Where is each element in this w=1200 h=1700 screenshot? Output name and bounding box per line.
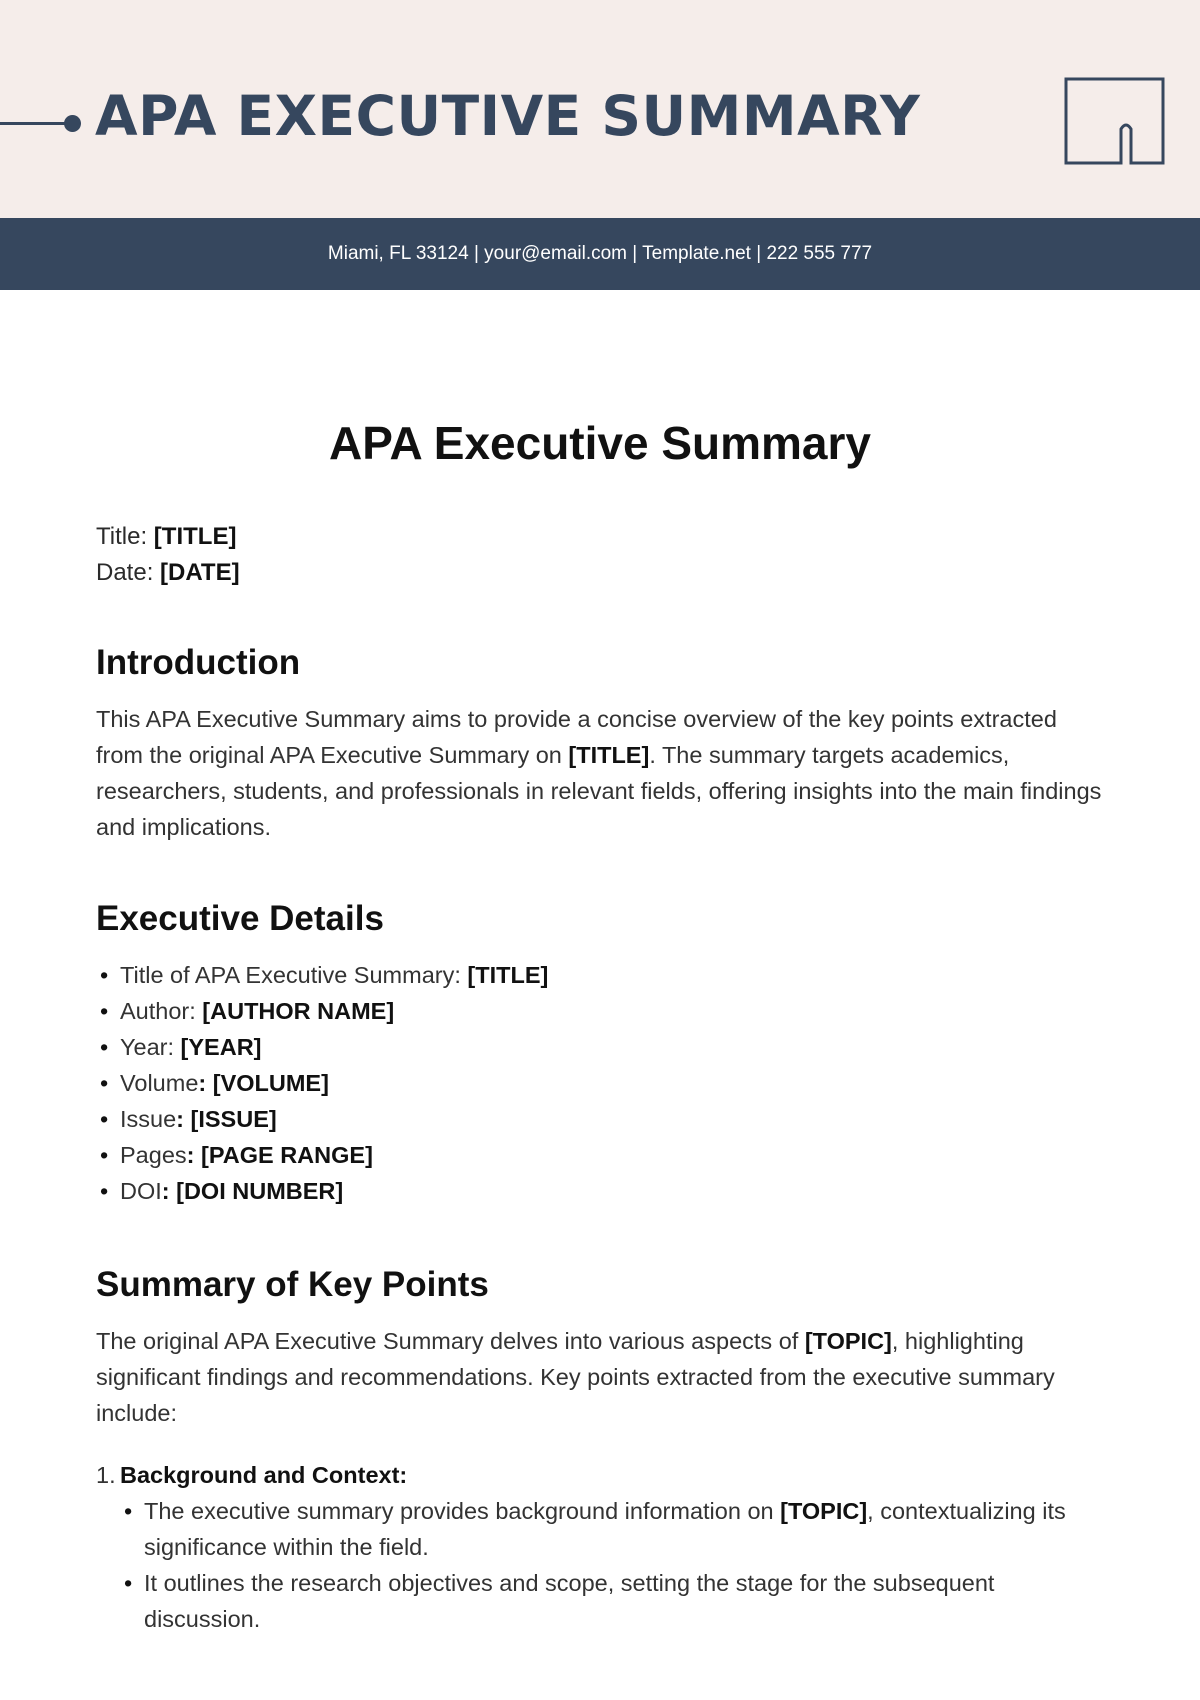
introduction-text-1: This APA Executive Summary aims to provide a concise overview of the key points extracted from the original APA Executive Summary on: [96, 706, 1057, 768]
meta-date-value: [DATE]: [160, 559, 240, 586]
introduction-heading: Introduction: [96, 643, 301, 682]
list-item: [120, 1493, 1106, 1565]
detail-label: Pages: [120, 1142, 187, 1168]
detail-label: Issue: [120, 1106, 177, 1132]
summary-text-1: The original APA Executive Summary delves into various aspects of: [96, 1328, 805, 1354]
list-item: [96, 1173, 1106, 1209]
detail-value: [YEAR]: [180, 1034, 262, 1060]
introduction-text-bold: [TITLE]: [568, 742, 650, 768]
detail-label: Volume: [120, 1070, 199, 1096]
summary-text-2: , highlighting significant findings and recommendations. Key points extracted from the executive summary include:: [96, 1328, 1055, 1426]
meta-title-label: Title:: [96, 523, 154, 550]
list-item: [96, 993, 1106, 1029]
document-meta: [96, 519, 1106, 591]
key-point-bullets: [120, 1493, 1106, 1637]
introduction-text-2: . The summary targets academics, researchers, students, and professionals in relevant fields, offering insights into the main findings and implications.: [96, 742, 1102, 840]
detail-value: [TITLE]: [467, 962, 549, 988]
bullet-text: , contextualizing its significance within the field.: [144, 1498, 1066, 1560]
banner-decorative-dot: [64, 115, 81, 132]
detail-label: DOI: [120, 1178, 162, 1204]
document-body: [96, 416, 1106, 1637]
meta-title-value: [TITLE]: [153, 523, 237, 550]
key-point-number: 1.: [96, 1462, 116, 1488]
banner-decorative-line: [0, 122, 70, 125]
introduction-paragraph: [96, 701, 1106, 845]
list-item: [96, 1101, 1106, 1137]
building-outline-icon: [1064, 77, 1166, 167]
summary-paragraph: [96, 1323, 1106, 1431]
detail-label: Year:: [120, 1034, 181, 1060]
summary-text-bold: [TOPIC]: [804, 1328, 892, 1354]
detail-label: Title of APA Executive Summary:: [120, 962, 468, 988]
detail-value: : [DOI NUMBER]: [161, 1178, 344, 1204]
detail-value: : [PAGE RANGE]: [186, 1142, 373, 1168]
detail-value: : [ISSUE]: [176, 1106, 277, 1132]
meta-date-line: [96, 555, 1106, 591]
list-item: [96, 1065, 1106, 1101]
list-item: [120, 1565, 1106, 1637]
detail-value: : [VOLUME]: [198, 1070, 329, 1096]
summary-heading: Summary of Key Points: [96, 1265, 489, 1304]
list-item: [96, 1137, 1106, 1173]
executive-details-heading: Executive Details: [96, 899, 384, 938]
banner-title: APA EXECUTIVE SUMMARY: [95, 84, 921, 148]
bullet-text: It outlines the research objectives and scope, setting the stage for the subsequent discussion.: [144, 1570, 995, 1632]
page-title: APA Executive Summary: [328, 417, 871, 469]
bullet-bold: [TOPIC]: [780, 1498, 868, 1524]
detail-label: Author:: [120, 998, 203, 1024]
contact-info: Miami, FL 33124 | your@email.com | Template.net | 222 555 777: [327, 243, 873, 264]
executive-details-list: [96, 957, 1106, 1209]
key-point-item: [96, 1457, 1106, 1637]
detail-value: [AUTHOR NAME]: [202, 998, 395, 1024]
meta-date-label: Date:: [96, 559, 161, 586]
list-item: [96, 957, 1106, 993]
key-point-title: Background and Context:: [120, 1462, 408, 1488]
header-banner: [0, 0, 1200, 218]
key-point-heading: [96, 1457, 1106, 1493]
contact-bar: [0, 218, 1200, 290]
meta-title-line: [96, 519, 1106, 555]
bullet-text: The executive summary provides background information on: [144, 1498, 781, 1524]
list-item: [96, 1029, 1106, 1065]
